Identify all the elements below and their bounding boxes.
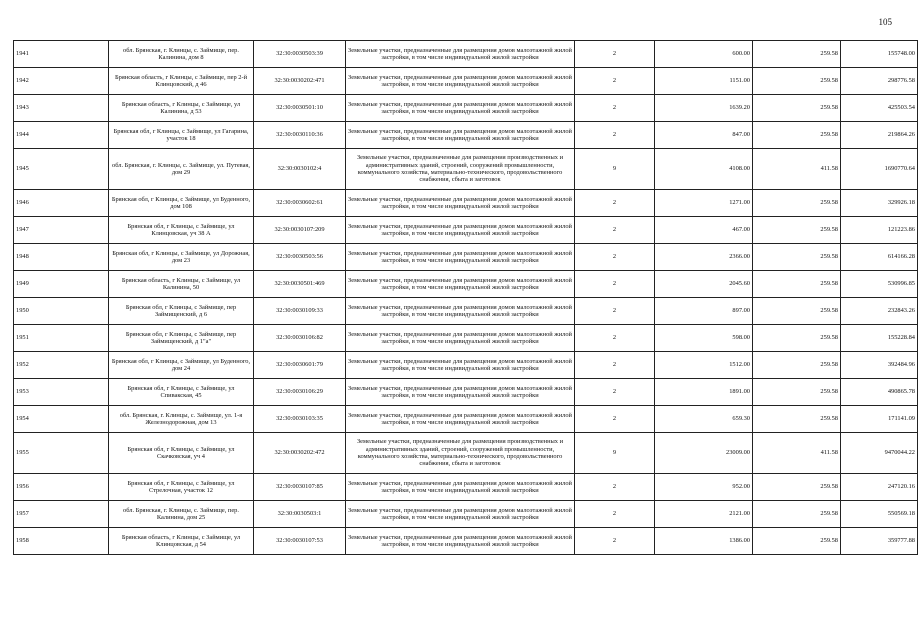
area-cell: 659.30 <box>655 406 753 433</box>
table-row <box>14 190 918 217</box>
land-use-cell: Земельные участки, предназначенные для размещения домов малоэтажной жилой застройки, в том числе индивидуальной жилой застройки <box>346 528 575 555</box>
cadastral-value-cell: 171141.09 <box>841 406 918 433</box>
cadastral-value-cell: 329926.18 <box>841 190 918 217</box>
address-cell: Брянская область, г Клинцы, с Займище, пер 2-й Клинцовский, д 46 <box>109 68 254 95</box>
cadastral-value-cell: 1690770.64 <box>841 149 918 190</box>
row-number-cell: 1955 <box>14 433 109 474</box>
cadastral-value-cell: 425503.54 <box>841 95 918 122</box>
cadastral-number-cell: 32:30:0030601:79 <box>254 352 346 379</box>
cadastral-number-cell: 32:30:0030106:82 <box>254 325 346 352</box>
land-use-cell: Земельные участки, предназначенные для размещения домов малоэтажной жилой застройки, в том числе индивидуальной жилой застройки <box>346 271 575 298</box>
cadastral-value-cell: 359777.88 <box>841 528 918 555</box>
row-number-cell: 1945 <box>14 149 109 190</box>
cadastral-value-cell: 219864.26 <box>841 122 918 149</box>
specific-value-cell: 259.58 <box>753 528 841 555</box>
use-group-cell: 2 <box>575 352 655 379</box>
row-number-cell: 1953 <box>14 379 109 406</box>
cadastral-number-cell: 32:30:0030107:209 <box>254 217 346 244</box>
address-cell: Брянская область, г Клинцы, с Займище, ул Калинина, 50 <box>109 271 254 298</box>
specific-value-cell: 259.58 <box>753 406 841 433</box>
use-group-cell: 2 <box>575 379 655 406</box>
use-group-cell: 9 <box>575 149 655 190</box>
use-group-cell: 9 <box>575 433 655 474</box>
address-cell: Брянская обл, г Клинцы, с Займище, ул Дорожная, дом 23 <box>109 244 254 271</box>
table-row <box>14 95 918 122</box>
row-number-cell: 1949 <box>14 271 109 298</box>
area-cell: 600.00 <box>655 41 753 68</box>
area-cell: 952.00 <box>655 474 753 501</box>
address-cell: Брянская обл, г Клинцы, с Займище, ул Гагарина, участок 18 <box>109 122 254 149</box>
cadastral-number-cell: 32:30:0030110:36 <box>254 122 346 149</box>
address-cell: Брянская обл, г Клинцы, с Займище, ул Стрелочная, участок 12 <box>109 474 254 501</box>
address-cell: обл. Брянская, г. Клинцы, с. Займище, пер. Калинина, дом 8 <box>109 41 254 68</box>
area-cell: 1639.20 <box>655 95 753 122</box>
area-cell: 598.00 <box>655 325 753 352</box>
use-group-cell: 2 <box>575 244 655 271</box>
area-cell: 2121.00 <box>655 501 753 528</box>
cadastral-number-cell: 32:30:0030107:53 <box>254 528 346 555</box>
land-use-cell: Земельные участки, предназначенные для размещения производственных и административных зданий, строений, сооружений промышленности, коммунального хозяйства, материально-технического, продовольственного снабжения, сбыта и заготовок <box>346 149 575 190</box>
row-number-cell: 1951 <box>14 325 109 352</box>
table-row <box>14 298 918 325</box>
area-cell: 897.00 <box>655 298 753 325</box>
area-cell: 847.00 <box>655 122 753 149</box>
address-cell: Брянская обл, г Клинцы, с Займище, ул Скачковская, уч 4 <box>109 433 254 474</box>
table-body <box>14 41 918 555</box>
row-number-cell: 1942 <box>14 68 109 95</box>
use-group-cell: 2 <box>575 95 655 122</box>
cadastral-number-cell: 32:30:0030106:29 <box>254 379 346 406</box>
row-number-cell: 1954 <box>14 406 109 433</box>
specific-value-cell: 259.58 <box>753 379 841 406</box>
area-cell: 1512.00 <box>655 352 753 379</box>
land-use-cell: Земельные участки, предназначенные для размещения домов малоэтажной жилой застройки, в том числе индивидуальной жилой застройки <box>346 244 575 271</box>
specific-value-cell: 259.58 <box>753 474 841 501</box>
land-use-cell: Земельные участки, предназначенные для размещения домов малоэтажной жилой застройки, в том числе индивидуальной жилой застройки <box>346 122 575 149</box>
use-group-cell: 2 <box>575 298 655 325</box>
land-use-cell: Земельные участки, предназначенные для размещения домов малоэтажной жилой застройки, в том числе индивидуальной жилой застройки <box>346 217 575 244</box>
land-use-cell: Земельные участки, предназначенные для размещения домов малоэтажной жилой застройки, в том числе индивидуальной жилой застройки <box>346 68 575 95</box>
area-cell: 467.00 <box>655 217 753 244</box>
table-row <box>14 501 918 528</box>
land-use-cell: Земельные участки, предназначенные для размещения домов малоэтажной жилой застройки, в том числе индивидуальной жилой застройки <box>346 190 575 217</box>
table-row <box>14 474 918 501</box>
cadastral-number-cell: 32:30:0030202:471 <box>254 68 346 95</box>
cadastral-value-cell: 490865.78 <box>841 379 918 406</box>
table-row <box>14 41 918 68</box>
land-register-table <box>13 40 918 555</box>
specific-value-cell: 411.58 <box>753 149 841 190</box>
row-number-cell: 1944 <box>14 122 109 149</box>
cadastral-number-cell: 32:30:0030109:33 <box>254 298 346 325</box>
land-use-cell: Земельные участки, предназначенные для размещения производственных и административных зданий, строений, сооружений промышленности, коммунального хозяйства, материально-технического, продовольственного снабжения, сбыта и заготовок <box>346 433 575 474</box>
use-group-cell: 2 <box>575 474 655 501</box>
cadastral-value-cell: 298776.58 <box>841 68 918 95</box>
row-number-cell: 1956 <box>14 474 109 501</box>
specific-value-cell: 259.58 <box>753 298 841 325</box>
specific-value-cell: 259.58 <box>753 244 841 271</box>
specific-value-cell: 259.58 <box>753 217 841 244</box>
specific-value-cell: 259.58 <box>753 352 841 379</box>
cadastral-number-cell: 32:30:0030503:1 <box>254 501 346 528</box>
address-cell: Брянская обл, г Клинцы, с Займище, пер Займищенский, д 6 <box>109 298 254 325</box>
address-cell: Брянская область, г Клинцы, с Займище, ул Клинцовская, д 54 <box>109 528 254 555</box>
table-row <box>14 244 918 271</box>
table-row <box>14 379 918 406</box>
table-row <box>14 271 918 298</box>
cadastral-value-cell: 550569.18 <box>841 501 918 528</box>
address-cell: обл. Брянская, г. Клинцы, с. Займище, пер. Калинина, дом 25 <box>109 501 254 528</box>
cadastral-number-cell: 32:30:0030202:472 <box>254 433 346 474</box>
cadastral-number-cell: 32:30:0030503:39 <box>254 41 346 68</box>
cadastral-number-cell: 32:30:0030501:469 <box>254 271 346 298</box>
use-group-cell: 2 <box>575 501 655 528</box>
row-number-cell: 1952 <box>14 352 109 379</box>
row-number-cell: 1957 <box>14 501 109 528</box>
land-use-cell: Земельные участки, предназначенные для размещения домов малоэтажной жилой застройки, в том числе индивидуальной жилой застройки <box>346 501 575 528</box>
use-group-cell: 2 <box>575 68 655 95</box>
area-cell: 23009.00 <box>655 433 753 474</box>
area-cell: 2366.00 <box>655 244 753 271</box>
cadastral-value-cell: 155228.84 <box>841 325 918 352</box>
cadastral-value-cell: 530996.85 <box>841 271 918 298</box>
land-use-cell: Земельные участки, предназначенные для размещения домов малоэтажной жилой застройки, в том числе индивидуальной жилой застройки <box>346 406 575 433</box>
specific-value-cell: 259.58 <box>753 271 841 298</box>
cadastral-number-cell: 32:30:0030107:85 <box>254 474 346 501</box>
specific-value-cell: 259.58 <box>753 190 841 217</box>
cadastral-value-cell: 614166.28 <box>841 244 918 271</box>
address-cell: Брянская обл, г Клинцы, с Займище, пер Займищенский, д 1"а" <box>109 325 254 352</box>
table-row <box>14 122 918 149</box>
area-cell: 2045.60 <box>655 271 753 298</box>
use-group-cell: 2 <box>575 217 655 244</box>
cadastral-number-cell: 32:30:0030503:56 <box>254 244 346 271</box>
land-use-cell: Земельные участки, предназначенные для размещения домов малоэтажной жилой застройки, в том числе индивидуальной жилой застройки <box>346 325 575 352</box>
specific-value-cell: 259.58 <box>753 122 841 149</box>
area-cell: 1271.00 <box>655 190 753 217</box>
table-row <box>14 433 918 474</box>
land-use-cell: Земельные участки, предназначенные для размещения домов малоэтажной жилой застройки, в том числе индивидуальной жилой застройки <box>346 95 575 122</box>
specific-value-cell: 259.58 <box>753 68 841 95</box>
table-row <box>14 217 918 244</box>
address-cell: обл. Брянская, г. Клинцы, с. Займище, ул. 1-я Железнодорожная, дом 13 <box>109 406 254 433</box>
use-group-cell: 2 <box>575 528 655 555</box>
address-cell: Брянская обл, г Клинцы, с Займище, ул Клинцовская, уч 38 А <box>109 217 254 244</box>
use-group-cell: 2 <box>575 41 655 68</box>
use-group-cell: 2 <box>575 122 655 149</box>
cadastral-number-cell: 32:30:0030103:35 <box>254 406 346 433</box>
table-row <box>14 528 918 555</box>
row-number-cell: 1946 <box>14 190 109 217</box>
land-use-cell: Земельные участки, предназначенные для размещения домов малоэтажной жилой застройки, в том числе индивидуальной жилой застройки <box>346 352 575 379</box>
area-cell: 1891.00 <box>655 379 753 406</box>
specific-value-cell: 259.58 <box>753 41 841 68</box>
row-number-cell: 1941 <box>14 41 109 68</box>
specific-value-cell: 411.58 <box>753 433 841 474</box>
address-cell: обл. Брянская, г. Клинцы, с. Займище, ул. Путевая, дом 29 <box>109 149 254 190</box>
area-cell: 1386.00 <box>655 528 753 555</box>
cadastral-value-cell: 392484.96 <box>841 352 918 379</box>
cadastral-value-cell: 121223.86 <box>841 217 918 244</box>
cadastral-value-cell: 232843.26 <box>841 298 918 325</box>
table-row <box>14 149 918 190</box>
table-row <box>14 352 918 379</box>
specific-value-cell: 259.58 <box>753 325 841 352</box>
cadastral-number-cell: 32:30:0030602:61 <box>254 190 346 217</box>
cadastral-number-cell: 32:30:0030501:10 <box>254 95 346 122</box>
land-use-cell: Земельные участки, предназначенные для размещения домов малоэтажной жилой застройки, в том числе индивидуальной жилой застройки <box>346 298 575 325</box>
specific-value-cell: 259.58 <box>753 95 841 122</box>
cadastral-number-cell: 32:30:0030102:4 <box>254 149 346 190</box>
row-number-cell: 1943 <box>14 95 109 122</box>
land-use-cell: Земельные участки, предназначенные для размещения домов малоэтажной жилой застройки, в том числе индивидуальной жилой застройки <box>346 379 575 406</box>
land-use-cell: Земельные участки, предназначенные для размещения домов малоэтажной жилой застройки, в том числе индивидуальной жилой застройки <box>346 41 575 68</box>
page-number: 105 <box>878 17 892 27</box>
area-cell: 4108.00 <box>655 149 753 190</box>
table-row <box>14 406 918 433</box>
cadastral-value-cell: 155748.00 <box>841 41 918 68</box>
land-use-cell: Земельные участки, предназначенные для размещения домов малоэтажной жилой застройки, в том числе индивидуальной жилой застройки <box>346 474 575 501</box>
use-group-cell: 2 <box>575 325 655 352</box>
use-group-cell: 2 <box>575 271 655 298</box>
table-row <box>14 325 918 352</box>
cadastral-value-cell: 247120.16 <box>841 474 918 501</box>
row-number-cell: 1950 <box>14 298 109 325</box>
row-number-cell: 1947 <box>14 217 109 244</box>
address-cell: Брянская обл, г Клинцы, с Займище, ул Буденного, дом 24 <box>109 352 254 379</box>
cadastral-value-cell: 9470044.22 <box>841 433 918 474</box>
address-cell: Брянская обл, г Клинцы, с Займище, ул Буденного, дом 108 <box>109 190 254 217</box>
area-cell: 1151.00 <box>655 68 753 95</box>
specific-value-cell: 259.58 <box>753 501 841 528</box>
address-cell: Брянская область, г Клинцы, с Займище, ул Калинина, д 53 <box>109 95 254 122</box>
use-group-cell: 2 <box>575 406 655 433</box>
row-number-cell: 1948 <box>14 244 109 271</box>
row-number-cell: 1958 <box>14 528 109 555</box>
use-group-cell: 2 <box>575 190 655 217</box>
address-cell: Брянская обл, г Клинцы, с Займище, ул Спивакская, 45 <box>109 379 254 406</box>
table-row <box>14 68 918 95</box>
